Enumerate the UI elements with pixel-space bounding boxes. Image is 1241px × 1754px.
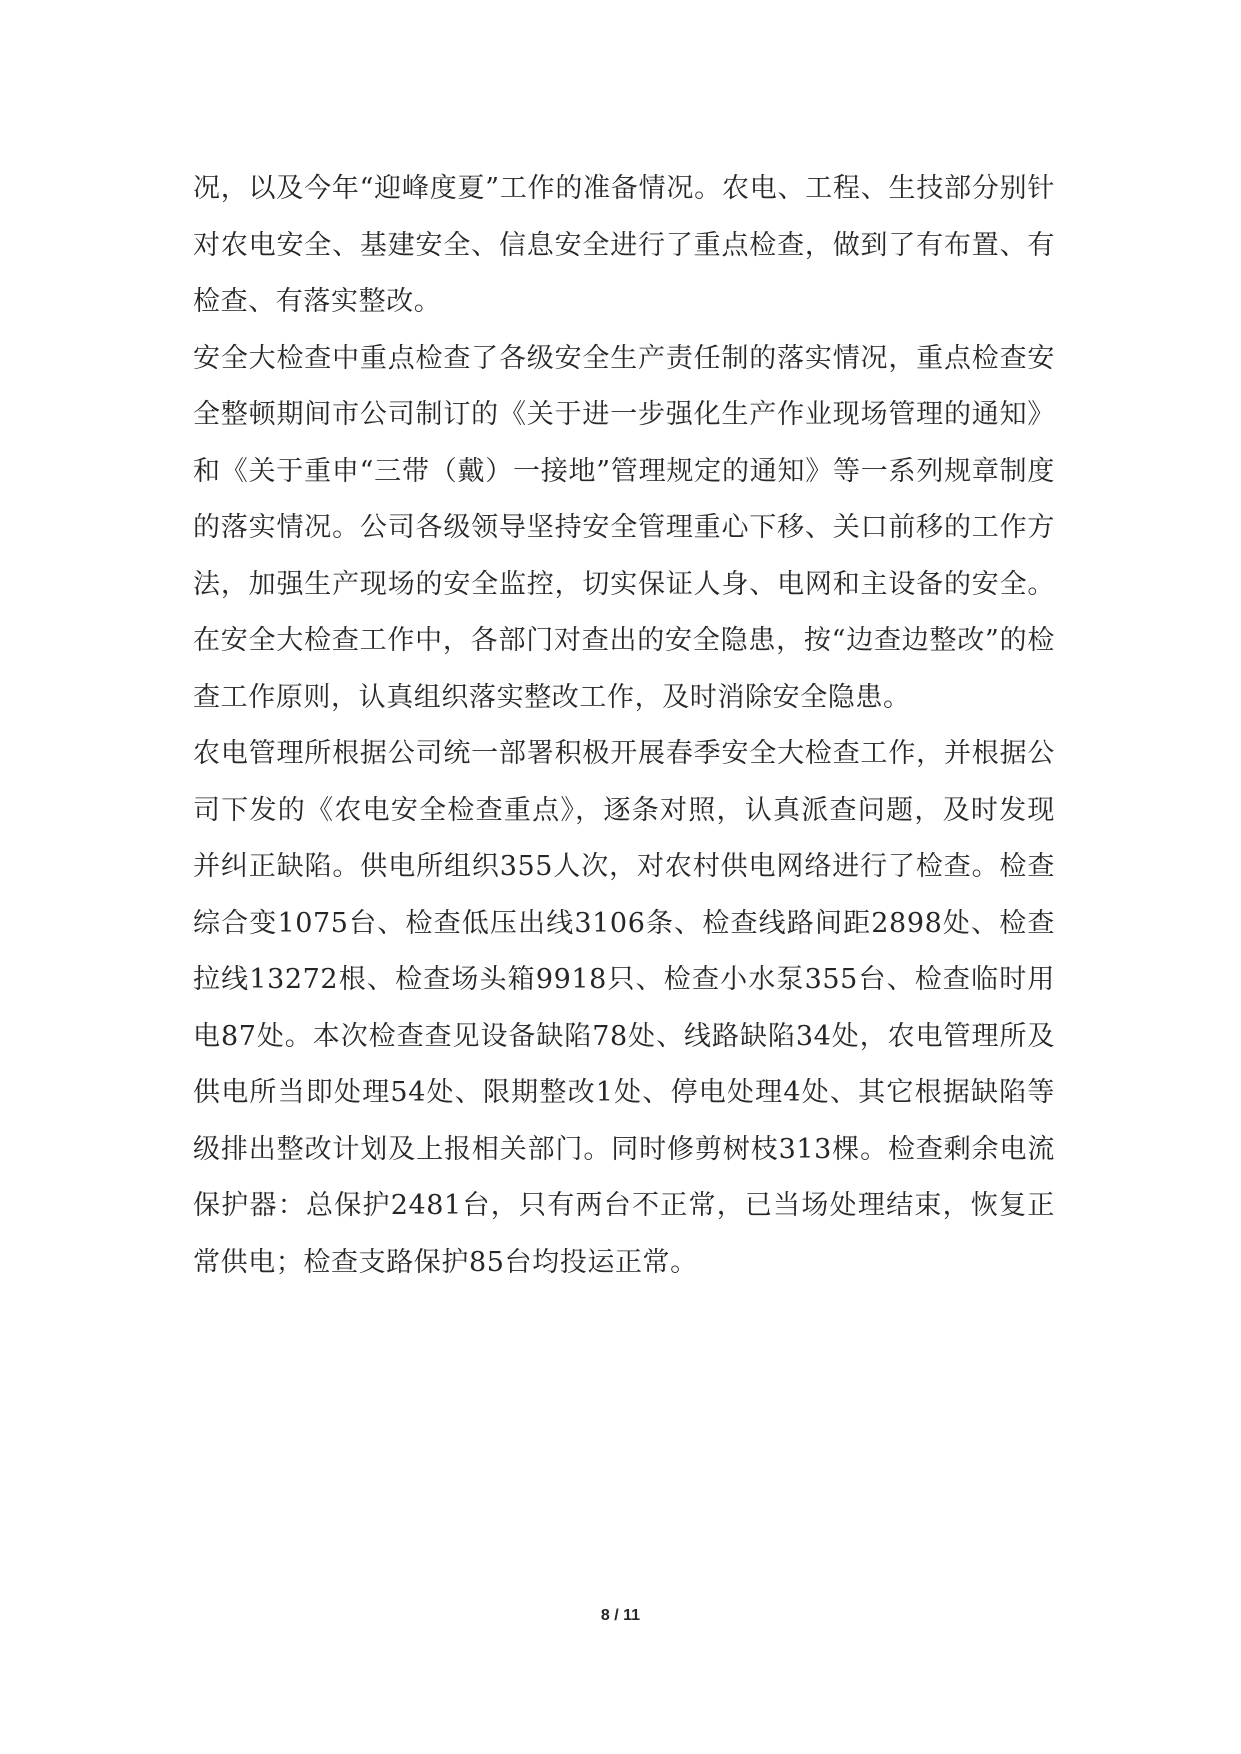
paragraph-1: 况，以及今年“迎峰度夏”工作的准备情况。农电、工程、生技部分别针对农电安全、基建安全、信息安全进行了重点检查，做到了有布置、有检查、有落实整改。 bbox=[193, 173, 1055, 317]
page-number: 8 / 11 bbox=[600, 1607, 641, 1624]
document-body bbox=[193, 161, 1055, 1291]
paragraph-2: 安全大检查中重点检查了各级安全生产责任制的落实情况，重点检查安全整顿期间市公司制订的《关于进一步强化生产作业现场管理的通知》和《关于重申“三带（戴）一接地”管理规定的通知》等一系列规章制度的落实情况。公司各级领导坚持安全管理重心下移、关口前移的工作方法，加强生产现场的安全监控，切实保证人身、电网和主设备的安全。在安全大检查工作中，各部门对查出的安全隐患，按“边查边整改”的检查工作原则，认真组织落实整改工作，及时消除安全隐患。 bbox=[193, 342, 1055, 713]
paragraph-3: 农电管理所根据公司统一部署积极开展春季安全大检查工作，并根据公司下发的《农电安全检查重点》，逐条对照，认真派查问题，及时发现并纠正缺陷。供电所组织355人次，对农村供电网络进行了检查。检查综合变1075台、检查低压出线3106条、检查线路间距2898处、检查拉线13272根、检查场头箱9918只、检查小水泵355台、检查临时用电87处。本次检查查见设备缺陷78处、线路缺陷34处，农电管理所及供电所当即处理54处、限期整改1处、停电处理4处、其它根据缺陷等级排出整改计划及上报相关部门。同时修剪树枝313棵。检查剩余电流保护器：总保护2481台，只有两台不正常，已当场处理结束，恢复正常供电；检查支路保护85台均投运正常。 bbox=[193, 738, 1055, 1278]
